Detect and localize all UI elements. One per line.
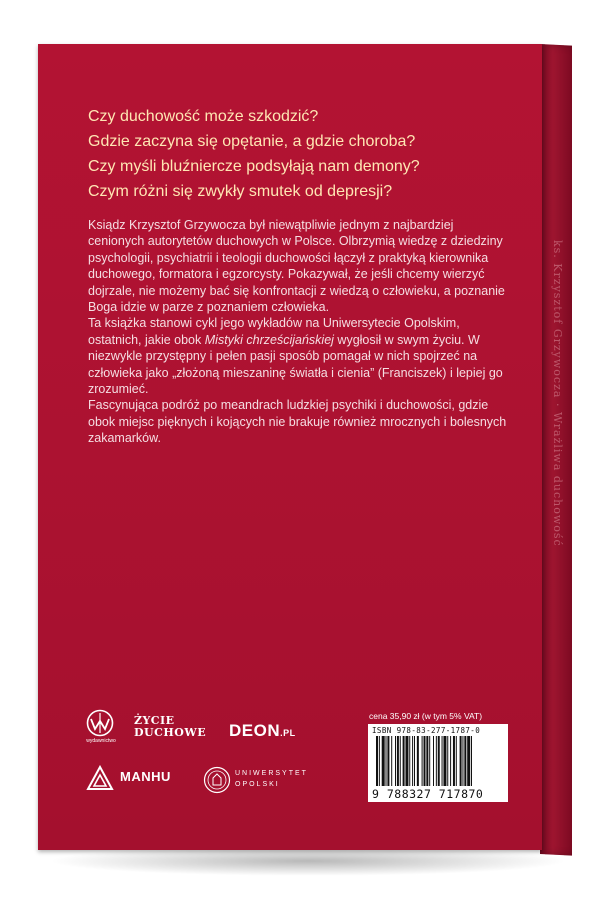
ean-number: 9 788327 717870: [372, 787, 484, 801]
manhu-logo: MANHU: [120, 769, 171, 784]
question-line: Czy duchowość może szkodzić?: [88, 108, 319, 125]
question-line: Czym różni się zwykły smutek od depresji?: [88, 183, 393, 200]
university-seal-icon: [203, 766, 231, 794]
book-description: [88, 217, 508, 447]
description-paragraph: Ksiądz Krzysztof Grzywocza był niewątpliwie jednym z najbardziej cenionych autorytetów duchowych w Polsce. Olbrzymią wiedzę z dziedziny psychologii, psychiatrii i teologii duchowości łączył z praktyką kierownika duchowego, formatora i egzorcysty. Pokazywał, że jeśli chcemy wierzyć dojrzale, nie możemy bać się konfrontacji z wiedzą o człowieku, a poznanie Boga idzie w parze z poznaniem człowieka.: [88, 218, 505, 315]
cover-questions: [88, 104, 508, 204]
price-label: cena 35,90 zł (w tym 5% VAT): [369, 711, 483, 721]
university-logo-text: UNIWERSYTET OPOLSKI: [235, 770, 308, 788]
manhu-triangle-icon: [86, 765, 114, 791]
question-line: Czy myśli bluźniercze podsyłają nam demony?: [88, 158, 420, 175]
book-title-italic: Mistyki chrześcijańskiej: [204, 332, 334, 347]
isbn-text: ISBN 978-83-277-1787-0: [372, 726, 481, 735]
barcode-icon: [376, 736, 502, 786]
deon-logo: DEON.PL: [229, 721, 296, 740]
wtw-logo-caption: wydawnictwo: [86, 738, 116, 744]
spine-title: ks. Krzysztof Grzywocza · Wrażliwa duchowość: [551, 240, 564, 547]
question-line: Gdzie zaczyna się opętanie, a gdzie choroba?: [88, 133, 416, 150]
description-paragraph: Ta książka stanowi cykl jego wykładów na Uniwersytecie Opolskim, ostatnich, jakie obok Mistyki chrześcijańskiej wygłosił w swym życiu. W niezwykle przystępny i pełen pasji sposób pomagał w nich spojrzeć na człowieka jako „złożoną mieszaninę światła i cienia” (Franciszek) i lepiej go zrozumieć.: [88, 316, 503, 397]
description-paragraph: Fascynująca podróż po meandrach ludzkiej psychiki i duchowości, gdzie obok miejsc pięknych i kojących nie brakuje również mrocznych i bolesnych zakamarków.: [88, 398, 507, 446]
wtw-logo-icon: [86, 709, 114, 737]
book-shadow: [48, 846, 568, 876]
zycie-duchowe-logo: ŻYCIE DUCHOWE: [134, 714, 207, 739]
